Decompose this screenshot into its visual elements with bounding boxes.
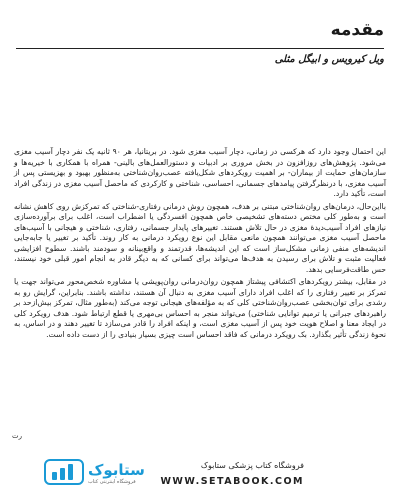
paragraph: در مقابل، بیشتر رویکردهای اکتشافی پیشتاز همچون روان‌درمانی روان‌پویشی یا مشاوره شخص‌محور می‌تواند جهت یا تمرکز بر تغییر رفتاری را که اغلب افراد دارای آسیب مغزی به دنبال آن هستند، نداشته باشند. بنابراین، گرایش رو به رشدی برای توان‌بخشی عصب‌روان‌شناختی کلی که به مؤلفه‌های هیجانی توجه می‌کند (به‌طور مثال، تمرکز بیش‌ازحد بر راهبردهای جبرانی یا ترمیم توانایی شناختی) می‌تواند منجر به احساس بی‌مهری یا قطع ارتباط شود. هدف رویکرد کلی در ایجاد معنا و اصلاح هویت خود پس از آسیب مغزی است، و اینکه افراد را قادر می‌سازد تا تغییر دهند و در اساس، به نحوهٔ زندگی تأثیر بگذارد. بک رویکرد درمانی که فاقد احساس است چیزی بسیار بنیادی را از دست داده است. bbox=[14, 277, 386, 339]
paragraph: این احتمال وجود دارد که هرکسی در زمانی، دچار آسیب مغزی شود. در بریتانیا، هر ۹۰ ثانیه یک نفر دچار آسیب مغزی می‌شود. پژوهش‌های روزافزون در بخش مروری بر ادبیات و دستورالعمل‌های بالینی- همراه با همکاری با خیریه‌ها و سازمان‌های حمایت از بیماران- بر اهمیت رویکردهای شکل‌یافته عصب‌روان‌شناختی به‌منظور بهبود و بهزیستی پس از آسیب مغزی، با درنظرگرفتن پیامدهای جسمانی، احساسی، شناختی و کارکردی که ماحصل آسیب مغزی در زندگی افراد است، تأکید دارد. bbox=[14, 147, 386, 198]
chapter-title: مقدمه bbox=[330, 20, 384, 40]
page-mark: رت bbox=[12, 432, 22, 440]
bars-logo-icon bbox=[44, 459, 84, 485]
website-link[interactable]: WWW.SETABOOK.COM bbox=[160, 476, 304, 487]
logo-tagline: فروشگاه اینترنتی کتاب bbox=[88, 479, 136, 485]
body-text bbox=[14, 147, 386, 342]
store-name: فروشگاه کتاب پزشکی ستابوک bbox=[200, 461, 304, 470]
publisher-footer bbox=[0, 455, 400, 497]
logo-wordmark: ستابوک bbox=[88, 461, 145, 479]
publisher-logo[interactable] bbox=[44, 459, 154, 491]
chapter-authors: ویل کیرویس و ابیگل مثلی bbox=[274, 54, 384, 65]
paragraph: بااین‌حال، درمان‌های روان‌شناختی مبتنی بر هدف، همچون روش درمانی رفتاری-شناختی که تمرکزش روی کاهش نشانه است و به‌طور کلی مختص دسته‌های تشخیصی خاص همچون افسردگی یا اضطراب است، اغلب برای برآورده‌سازی نیازهای افراد آسیب‌دیدهٔ مغزی در حال تلاش هستند. تغییرهای پایدار جسمانی، رفتاری، شناختی و هیجانی با آسیب‌های ماحصل آسیب مغزی می‌توانند همچون مانعی مقابل این نوع رویکرد درمانی به کار روند. تأکید بر تغییر یا جابه‌جایی اندیشه‌های منفی زمانی مشکل‌ساز است که این اندیشه‌ها، قدرتمند و واقع‌بینانه و سودمند باشند. سطوح افزایشی فعالیت مثبت و تلاش برای رسیدن به هدف‌ها می‌تواند برای کسانی که به دیگر قادر به انجام امور قبلی خود نیستند، حس طاقت‌فرسایی بدهد. bbox=[14, 201, 386, 274]
title-divider bbox=[16, 48, 384, 49]
